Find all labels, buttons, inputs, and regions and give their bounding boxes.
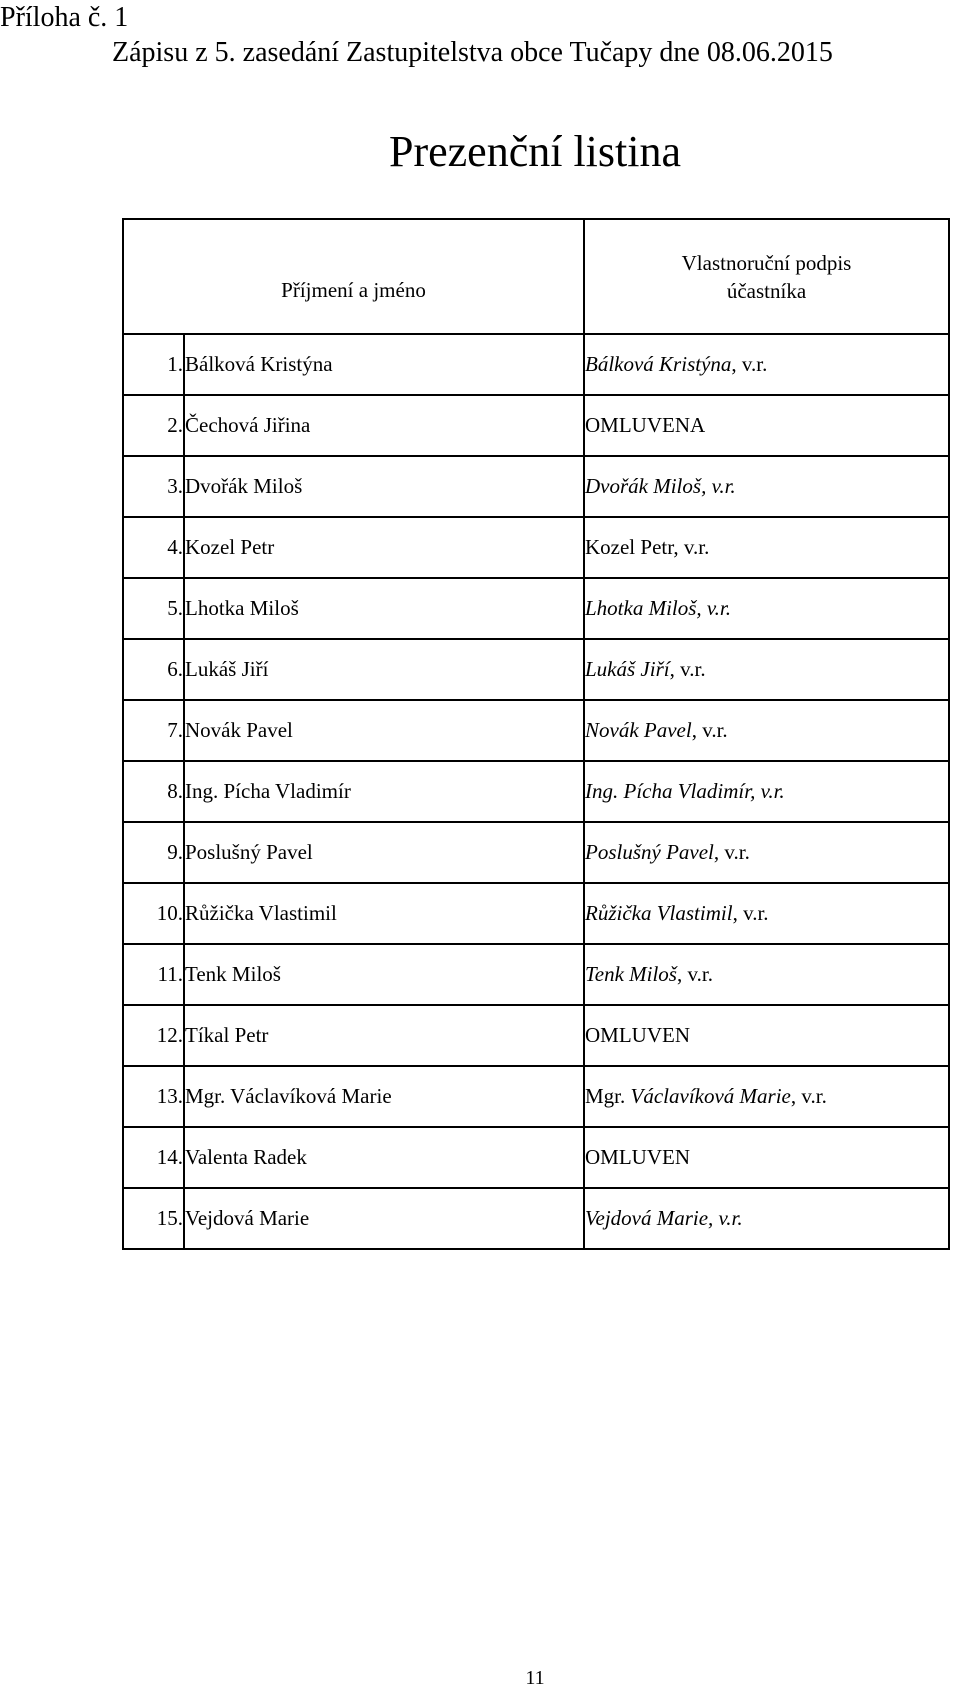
signature-cell bbox=[584, 700, 949, 761]
table-row bbox=[123, 395, 949, 456]
signature-suffix-text: , v.r. bbox=[731, 352, 768, 376]
participant-name: Růžička Vlastimil bbox=[184, 883, 584, 944]
participant-name: Dvořák Miloš bbox=[184, 456, 584, 517]
table-row bbox=[123, 578, 949, 639]
signature-upright-text: OMLUVEN bbox=[585, 1023, 690, 1047]
signature-cell bbox=[584, 1005, 949, 1066]
signature-suffix-text: , v.r. bbox=[669, 657, 706, 681]
participant-name: Novák Pavel bbox=[184, 700, 584, 761]
signature-cell bbox=[584, 761, 949, 822]
row-number: 12. bbox=[123, 1005, 184, 1066]
minutes-reference: Zápisu z 5. zasedání Zastupitelstva obce Tučapy dne 08.06.2015 bbox=[112, 37, 833, 68]
row-number: 9. bbox=[123, 822, 184, 883]
header-signature-line1: Vlastnoruční podpis bbox=[681, 250, 852, 275]
row-number: 4. bbox=[123, 517, 184, 578]
participant-name: Ing. Pícha Vladimír bbox=[184, 761, 584, 822]
row-number: 3. bbox=[123, 456, 184, 517]
row-number: 14. bbox=[123, 1127, 184, 1188]
participant-name: Lhotka Miloš bbox=[184, 578, 584, 639]
signature-cell bbox=[584, 578, 949, 639]
row-number: 5. bbox=[123, 578, 184, 639]
participant-name: Kozel Petr bbox=[184, 517, 584, 578]
participant-name: Mgr. Václavíková Marie bbox=[184, 1066, 584, 1127]
attachment-label: Příloha č. 1 bbox=[0, 2, 129, 33]
table-header-row bbox=[123, 219, 949, 334]
row-number: 1. bbox=[123, 334, 184, 395]
participant-name: Valenta Radek bbox=[184, 1127, 584, 1188]
row-number: 6. bbox=[123, 639, 184, 700]
page-title: Prezenční listina bbox=[388, 127, 681, 176]
header-name-label: Příjmení a jméno bbox=[281, 278, 426, 302]
table-row bbox=[123, 761, 949, 822]
signature-italic-text: Lukáš Jiří bbox=[585, 657, 670, 681]
row-number: 13. bbox=[123, 1066, 184, 1127]
signature-italic-text: Václavíková Marie bbox=[630, 1084, 791, 1108]
signature-cell bbox=[584, 639, 949, 700]
signature-cell bbox=[584, 1188, 949, 1249]
signature-suffix-text: , v.r. bbox=[691, 718, 728, 742]
participant-name: Vejdová Marie bbox=[184, 1188, 584, 1249]
row-number: 7. bbox=[123, 700, 184, 761]
table-row bbox=[123, 822, 949, 883]
table-row bbox=[123, 1066, 949, 1127]
signature-cell bbox=[584, 1066, 949, 1127]
signature-italic-text: Novák Pavel bbox=[585, 718, 692, 742]
attendance-table bbox=[122, 218, 950, 1250]
header-signature-line2: účastníka bbox=[726, 278, 807, 303]
signature-cell bbox=[584, 944, 949, 1005]
header-name-cell bbox=[123, 219, 584, 334]
table-row bbox=[123, 1188, 949, 1249]
signature-cell bbox=[584, 1127, 949, 1188]
table-row bbox=[123, 456, 949, 517]
signature-italic-text: Lhotka Miloš, v.r. bbox=[585, 596, 732, 620]
signature-upright-text: OMLUVENA bbox=[585, 413, 706, 437]
participant-name: Bálková Kristýna bbox=[184, 334, 584, 395]
signature-suffix-text: , v.r. bbox=[676, 962, 713, 986]
signature-italic-text: Ing. Pícha Vladimír, v.r. bbox=[585, 779, 785, 803]
row-number: 15. bbox=[123, 1188, 184, 1249]
table-row bbox=[123, 944, 949, 1005]
table-row bbox=[123, 1005, 949, 1066]
table-row bbox=[123, 639, 949, 700]
signature-suffix-text: , v.r. bbox=[732, 901, 769, 925]
row-number: 2. bbox=[123, 395, 184, 456]
signature-suffix-text: , v.r. bbox=[790, 1084, 827, 1108]
participant-name: Lukáš Jiří bbox=[184, 639, 584, 700]
row-number: 11. bbox=[123, 944, 184, 1005]
table-row bbox=[123, 517, 949, 578]
signature-cell bbox=[584, 456, 949, 517]
signature-cell bbox=[584, 883, 949, 944]
signature-italic-text: Poslušný Pavel bbox=[585, 840, 714, 864]
signature-upright-text: Kozel Petr, v.r. bbox=[585, 535, 710, 559]
signature-cell bbox=[584, 517, 949, 578]
signature-cell bbox=[584, 822, 949, 883]
signature-italic-text: Růžička Vlastimil bbox=[585, 901, 733, 925]
participant-name: Čechová Jiřina bbox=[184, 395, 584, 456]
page-number: 11 bbox=[525, 1667, 545, 1689]
signature-italic-text: Tenk Miloš bbox=[585, 962, 677, 986]
signature-cell bbox=[584, 334, 949, 395]
participant-name: Tíkal Petr bbox=[184, 1005, 584, 1066]
table-row bbox=[123, 883, 949, 944]
signature-italic-text: Dvořák Miloš, v.r. bbox=[585, 474, 736, 498]
signature-italic-text: Vejdová Marie, v.r. bbox=[585, 1206, 743, 1230]
signature-suffix-text: , v.r. bbox=[713, 840, 750, 864]
header-signature-cell bbox=[584, 219, 949, 334]
participant-name: Tenk Miloš bbox=[184, 944, 584, 1005]
row-number: 10. bbox=[123, 883, 184, 944]
table-row bbox=[123, 334, 949, 395]
signature-italic-text: Bálková Kristýna bbox=[585, 352, 732, 376]
table-row bbox=[123, 1127, 949, 1188]
row-number: 8. bbox=[123, 761, 184, 822]
signature-cell bbox=[584, 395, 949, 456]
signature-upright-text: Mgr. bbox=[585, 1084, 631, 1108]
table-row bbox=[123, 700, 949, 761]
signature-upright-text: OMLUVEN bbox=[585, 1145, 690, 1169]
participant-name: Poslušný Pavel bbox=[184, 822, 584, 883]
